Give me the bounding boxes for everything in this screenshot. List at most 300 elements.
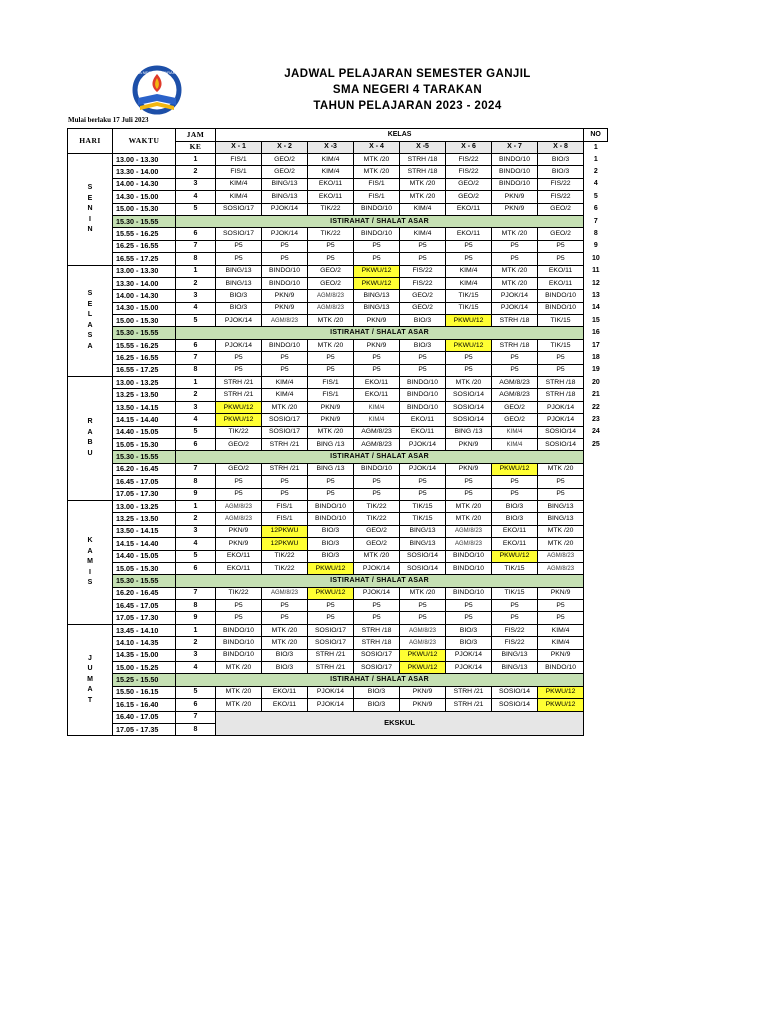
subject-cell: EKO/11 [308, 191, 354, 203]
schedule-row [68, 476, 608, 488]
schedule-row [68, 253, 608, 265]
row-number [584, 686, 608, 698]
row-number [584, 649, 608, 661]
school-logo-icon [128, 64, 186, 118]
subject-cell: FIS/1 [262, 513, 308, 525]
subject-cell: PKWU/12 [538, 686, 584, 698]
row-number [584, 587, 608, 599]
period-number: 5 [176, 550, 216, 562]
subject-cell: AGM/8/23 [216, 500, 262, 512]
subject-cell: P5 [400, 612, 446, 624]
subject-cell: BINDO/10 [492, 154, 538, 166]
subject-cell: BINDO/10 [538, 662, 584, 674]
row-number: 13 [591, 291, 600, 299]
subject-cell: EKO/11 [354, 377, 400, 389]
subject-cell: BIO/3 [262, 649, 308, 661]
schedule-row [68, 166, 608, 178]
subject-cell: TIK/22 [354, 513, 400, 525]
row-number: 12 [591, 279, 600, 287]
subject-cell: GEO/2 [354, 538, 400, 550]
period-number: 6 [176, 438, 216, 450]
subject-cell: STRH /21 [216, 389, 262, 401]
ekskul-label: EKSKUL [216, 711, 584, 736]
subject-cell: BIO/3 [354, 686, 400, 698]
time-slot: 13.25 - 13.50 [113, 389, 176, 401]
subject-cell: TIK/15 [400, 500, 446, 512]
subject-cell: GEO/2 [538, 203, 584, 215]
row-number: 9 [593, 242, 598, 250]
subject-cell: P5 [538, 488, 584, 500]
subject-cell: PKN/9 [262, 302, 308, 314]
subject-cell: KIM/4 [216, 191, 262, 203]
subject-cell: BING/13 [216, 277, 262, 289]
period-number: 4 [176, 302, 216, 314]
period-number: 4 [176, 538, 216, 550]
subject-cell: PKN/9 [492, 203, 538, 215]
subject-cell: PKWU/12 [308, 587, 354, 599]
subject-cell: STRH /21 [262, 438, 308, 450]
row-number: 25 [591, 440, 600, 448]
subject-cell: BIO/3 [354, 699, 400, 711]
subject-cell: PKWU/12 [400, 649, 446, 661]
subject-cell: P5 [400, 253, 446, 265]
subject-cell: KIM/4 [354, 414, 400, 426]
subject-cell: BINDO/10 [446, 562, 492, 574]
subject-cell: P5 [262, 612, 308, 624]
subject-cell: PKN/9 [354, 315, 400, 327]
subject-cell: BING/13 [492, 662, 538, 674]
subject-cell: STRH /21 [308, 662, 354, 674]
break-row [68, 215, 608, 227]
header-jam: JAM [176, 129, 216, 142]
time-slot: 13.25 - 13.50 [113, 513, 176, 525]
row-number: 7 [593, 217, 598, 225]
subject-cell: P5 [354, 612, 400, 624]
subject-cell: AGM/8/23 [308, 290, 354, 302]
subject-cell: BIO/3 [492, 513, 538, 525]
subject-cell: FIS/1 [262, 500, 308, 512]
row-number: 22 [591, 403, 600, 411]
header-class: X -3 [308, 141, 354, 154]
subject-cell: EKO/11 [216, 562, 262, 574]
subject-cell: BING /13 [308, 463, 354, 475]
subject-cell: PKN/9 [216, 538, 262, 550]
subject-cell: BING/13 [538, 500, 584, 512]
subject-cell: PKN/9 [216, 525, 262, 537]
row-number [584, 637, 608, 649]
subject-cell: BIO/3 [308, 550, 354, 562]
subject-cell: PJOK/14 [308, 686, 354, 698]
row-number: 17 [591, 341, 600, 349]
subject-cell: P5 [354, 476, 400, 488]
subject-cell: SOSIO/17 [216, 203, 262, 215]
break-row [68, 575, 608, 587]
time-slot: 17.05 - 17.30 [113, 612, 176, 624]
schedule-row [68, 154, 608, 166]
subject-cell: BINDO/10 [446, 587, 492, 599]
schedule-row [68, 550, 608, 562]
row-number [584, 562, 608, 574]
subject-cell: GEO/2 [400, 302, 446, 314]
subject-cell: PJOK/14 [354, 562, 400, 574]
row-number: 18 [591, 353, 600, 361]
subject-cell: BINDO/10 [216, 624, 262, 636]
subject-cell: FIS/22 [538, 191, 584, 203]
subject-cell: AGM/8/23 [400, 637, 446, 649]
period-number: 2 [176, 513, 216, 525]
subject-cell: KIM/4 [262, 377, 308, 389]
period-number: 2 [176, 166, 216, 178]
subject-cell: KIM/4 [538, 624, 584, 636]
subject-cell: PKN/9 [446, 463, 492, 475]
subject-cell: KIM/4 [354, 401, 400, 413]
row-number: 4 [593, 180, 598, 188]
period-number: 3 [176, 178, 216, 190]
subject-cell: P5 [216, 612, 262, 624]
period-number: 1 [176, 500, 216, 512]
subject-cell: AGM/8/23 [446, 525, 492, 537]
subject-cell: SOSIO/14 [400, 550, 446, 562]
subject-cell: P5 [308, 612, 354, 624]
subject-cell: P5 [216, 240, 262, 252]
header-class: X - 4 [354, 141, 400, 154]
subject-cell: PKWU/12 [308, 562, 354, 574]
header-class: X - 7 [492, 141, 538, 154]
subject-cell: P5 [538, 612, 584, 624]
break-label: ISTIRAHAT / SHALAT ASAR [176, 215, 584, 227]
subject-cell: TIK/22 [308, 203, 354, 215]
svg-text:SMA NEGERI 4 TARAKAN: SMA NEGERI 4 TARAKAN [133, 70, 181, 75]
subject-cell: P5 [308, 364, 354, 376]
subject-cell: SOSIO/14 [538, 426, 584, 438]
subject-cell: FIS/22 [446, 154, 492, 166]
time-slot: 15.00 - 15.25 [113, 662, 176, 674]
period-number: 6 [176, 339, 216, 351]
day-name: S E N I N [87, 184, 93, 233]
schedule-row [68, 699, 608, 711]
header-class: X - 2 [262, 141, 308, 154]
subject-cell: P5 [492, 364, 538, 376]
subject-cell: EKO/11 [262, 686, 308, 698]
subject-cell: FIS/1 [216, 154, 262, 166]
subject-cell: BINDO/10 [308, 513, 354, 525]
subject-cell: MTK /20 [308, 339, 354, 351]
subject-cell: PKN/9 [538, 649, 584, 661]
subject-cell: EKO/11 [308, 178, 354, 190]
subject-cell: STRH /18 [538, 389, 584, 401]
time-slot: 16.15 - 16.40 [113, 699, 176, 711]
subject-cell: EKO/11 [446, 203, 492, 215]
time-slot: 15.50 - 16.15 [113, 686, 176, 698]
subject-cell: P5 [308, 240, 354, 252]
subject-cell: EKO/11 [446, 228, 492, 240]
period-number: 3 [176, 649, 216, 661]
subject-cell: PKWU/12 [492, 550, 538, 562]
subject-cell: 12PKWU [262, 525, 308, 537]
time-slot: 15.30 - 15.55 [113, 215, 176, 227]
subject-cell: FIS/1 [308, 389, 354, 401]
subject-cell: BIO/3 [538, 166, 584, 178]
subject-cell: MTK /20 [538, 538, 584, 550]
schedule-row [68, 488, 608, 500]
subject-cell: FIS/22 [538, 178, 584, 190]
break-row [68, 674, 608, 686]
subject-cell: P5 [400, 600, 446, 612]
period-number: 8 [176, 723, 216, 735]
subject-cell: AGM/8/23 [262, 587, 308, 599]
subject-cell: PKWU/12 [492, 463, 538, 475]
subject-cell: GEO/2 [308, 277, 354, 289]
subject-cell: BING/13 [262, 178, 308, 190]
time-slot: 15.05 - 15.30 [113, 438, 176, 450]
row-number: 14 [591, 304, 600, 312]
period-number: 3 [176, 401, 216, 413]
subject-cell: EKO/11 [538, 277, 584, 289]
time-slot: 16.20 - 16.45 [113, 463, 176, 475]
subject-cell: BING/13 [400, 538, 446, 550]
subject-cell: P5 [354, 364, 400, 376]
schedule-row [68, 178, 608, 190]
time-slot: 14.30 - 15.00 [113, 302, 176, 314]
row-number: 1 [593, 155, 598, 163]
row-number [584, 451, 608, 463]
time-slot: 16.45 - 17.05 [113, 600, 176, 612]
subject-cell: P5 [400, 240, 446, 252]
subject-cell: P5 [492, 612, 538, 624]
subject-cell: STRH /21 [262, 463, 308, 475]
subject-cell: EKO/11 [492, 538, 538, 550]
subject-cell: P5 [538, 352, 584, 364]
subject-cell: MTK /20 [492, 277, 538, 289]
time-slot: 14.00 - 14.30 [113, 178, 176, 190]
subject-cell: BIO/3 [308, 525, 354, 537]
subject-cell: P5 [216, 488, 262, 500]
subject-cell: KIM/4 [400, 228, 446, 240]
time-slot: 16.20 - 16.45 [113, 587, 176, 599]
subject-cell: BIO/3 [446, 624, 492, 636]
time-slot: 13.00 - 13.25 [113, 377, 176, 389]
subject-cell: BINDO/10 [354, 228, 400, 240]
row-number [584, 500, 608, 512]
period-number: 6 [176, 562, 216, 574]
schedule-row [68, 686, 608, 698]
subject-cell: BING/13 [400, 525, 446, 537]
subject-cell: MTK /20 [354, 154, 400, 166]
subject-cell: MTK /20 [354, 166, 400, 178]
period-number: 7 [176, 352, 216, 364]
day-name: S E L A S A [87, 290, 93, 350]
period-number: 7 [176, 240, 216, 252]
subject-cell: BINDO/10 [400, 377, 446, 389]
row-number [584, 699, 608, 711]
subject-cell: PKWU/12 [538, 699, 584, 711]
subject-cell: TIK/22 [262, 550, 308, 562]
subject-cell: SOSIO/14 [446, 401, 492, 413]
subject-cell: FIS/1 [354, 178, 400, 190]
subject-cell: KIM/4 [446, 277, 492, 289]
subject-cell: PJOK/14 [492, 302, 538, 314]
time-slot: 15.55 - 16.25 [113, 228, 176, 240]
subject-cell: P5 [308, 476, 354, 488]
subject-cell: BINDO/10 [400, 389, 446, 401]
subject-cell: P5 [354, 352, 400, 364]
subject-cell: AGM/8/23 [538, 550, 584, 562]
subject-cell: SOSIO/17 [308, 637, 354, 649]
subject-cell: GEO/2 [354, 525, 400, 537]
subject-cell: STRH /21 [446, 699, 492, 711]
subject-cell: TIK/15 [446, 290, 492, 302]
period-number: 2 [176, 637, 216, 649]
day-name: J U M A T [87, 654, 93, 704]
period-number: 1 [176, 265, 216, 277]
time-slot: 15.30 - 15.55 [113, 575, 176, 587]
period-number: 9 [176, 488, 216, 500]
subject-cell: KIM/4 [492, 438, 538, 450]
row-number [584, 723, 608, 735]
day-label [68, 377, 113, 501]
period-number: 4 [176, 191, 216, 203]
subject-cell: P5 [308, 600, 354, 612]
subject-cell: MTK /20 [354, 550, 400, 562]
schedule-row [68, 538, 608, 550]
subject-cell: PKWU/12 [216, 414, 262, 426]
subject-cell: PJOK/14 [538, 414, 584, 426]
period-number: 8 [176, 364, 216, 376]
break-label: ISTIRAHAT / SHALAT ASAR [176, 575, 584, 587]
subject-cell: P5 [354, 253, 400, 265]
subject-cell: P5 [492, 352, 538, 364]
subject-cell: PKN/9 [354, 339, 400, 351]
subject-cell: EKO/11 [216, 550, 262, 562]
subject-cell: BINDO/10 [262, 265, 308, 277]
subject-cell: EKO/11 [400, 414, 446, 426]
time-slot: 15.25 - 15.50 [113, 674, 176, 686]
row-number: 2 [593, 168, 598, 176]
subject-cell: BIO/3 [216, 302, 262, 314]
subject-cell: EKO/11 [354, 389, 400, 401]
break-row [68, 451, 608, 463]
subject-cell: STRH /18 [400, 166, 446, 178]
subject-cell: P5 [262, 476, 308, 488]
schedule-row [68, 277, 608, 289]
time-slot: 13.00 - 13.25 [113, 500, 176, 512]
day-name: R A B U [87, 418, 93, 457]
subject-cell: MTK /20 [538, 525, 584, 537]
subject-cell: AGM/8/23 [216, 513, 262, 525]
subject-cell: BIO/3 [308, 538, 354, 550]
time-slot: 15.05 - 15.30 [113, 562, 176, 574]
subject-cell: BING/13 [262, 191, 308, 203]
subject-cell: BIO/3 [400, 315, 446, 327]
subject-cell: MTK /20 [216, 662, 262, 674]
time-slot: 13.50 - 14.15 [113, 401, 176, 413]
subject-cell: TIK/22 [262, 562, 308, 574]
subject-cell: EKO/11 [400, 426, 446, 438]
subject-cell: BING /13 [446, 426, 492, 438]
subject-cell: PKWU/12 [354, 277, 400, 289]
subject-cell: PKN/9 [308, 401, 354, 413]
subject-cell: P5 [308, 253, 354, 265]
period-number: 8 [176, 253, 216, 265]
row-number: 8 [593, 230, 598, 238]
subject-cell: P5 [538, 253, 584, 265]
schedule-row [68, 463, 608, 475]
time-slot: 14.30 - 15.00 [113, 191, 176, 203]
time-slot: 15.00 - 15.30 [113, 315, 176, 327]
header-kelas: KELAS [216, 129, 584, 142]
header-row [68, 129, 608, 142]
row-number: 24 [591, 428, 600, 436]
subject-cell: GEO/2 [400, 290, 446, 302]
subject-cell: PKN/9 [492, 191, 538, 203]
subject-cell: KIM/4 [492, 426, 538, 438]
subject-cell: PKN/9 [400, 686, 446, 698]
row-number [584, 575, 608, 587]
time-slot: 16.40 - 17.05 [113, 711, 176, 723]
subject-cell: MTK /20 [446, 500, 492, 512]
subject-cell: PJOK/14 [262, 228, 308, 240]
subject-cell: PKWU/12 [216, 401, 262, 413]
subject-cell: PJOK/14 [446, 649, 492, 661]
subject-cell: BIO/3 [446, 637, 492, 649]
subject-cell: AGM/8/23 [308, 302, 354, 314]
subject-cell: MTK /20 [492, 265, 538, 277]
subject-cell: P5 [262, 253, 308, 265]
subject-cell: P5 [492, 240, 538, 252]
subject-cell: AGM/8/23 [492, 389, 538, 401]
subject-cell: FIS/22 [492, 637, 538, 649]
subject-cell: BINDO/10 [492, 166, 538, 178]
schedule-row [68, 649, 608, 661]
subject-cell: FIS/22 [400, 265, 446, 277]
subject-cell: MTK /20 [446, 377, 492, 389]
school-name: SMA NEGERI 4 TARAKAN [332, 84, 483, 96]
day-name: K A M I S [87, 537, 93, 587]
subject-cell: SOSIO/14 [446, 414, 492, 426]
schedule-row [68, 302, 608, 314]
row-number: 15 [591, 316, 600, 324]
schedule-row [68, 662, 608, 674]
time-slot: 17.05 - 17.35 [113, 723, 176, 735]
subject-cell: PJOK/14 [446, 662, 492, 674]
subject-cell: FIS/22 [446, 166, 492, 178]
subject-cell: PKN/9 [308, 414, 354, 426]
time-slot: 16.25 - 16.55 [113, 352, 176, 364]
subject-cell: STRH /18 [538, 377, 584, 389]
subject-cell: BIO/3 [262, 662, 308, 674]
time-slot: 17.05 - 17.30 [113, 488, 176, 500]
subject-cell: P5 [492, 600, 538, 612]
subject-cell: MTK /20 [216, 699, 262, 711]
schedule-row [68, 587, 608, 599]
schedule-row [68, 377, 608, 389]
row-number: 10 [591, 254, 600, 262]
subject-cell: P5 [354, 240, 400, 252]
row-number: 11 [592, 267, 600, 275]
subject-cell: BIO/3 [400, 339, 446, 351]
subject-cell: P5 [262, 352, 308, 364]
subject-cell: EKO/11 [492, 525, 538, 537]
subject-cell: 12PKWU [262, 538, 308, 550]
subject-cell: KIM/4 [216, 178, 262, 190]
subject-cell: PJOK/14 [354, 587, 400, 599]
row-number [584, 711, 608, 723]
subject-cell: TIK/15 [492, 562, 538, 574]
period-number: 7 [176, 587, 216, 599]
schedule-row [68, 315, 608, 327]
row-number [584, 513, 608, 525]
subject-cell: GEO/2 [216, 463, 262, 475]
